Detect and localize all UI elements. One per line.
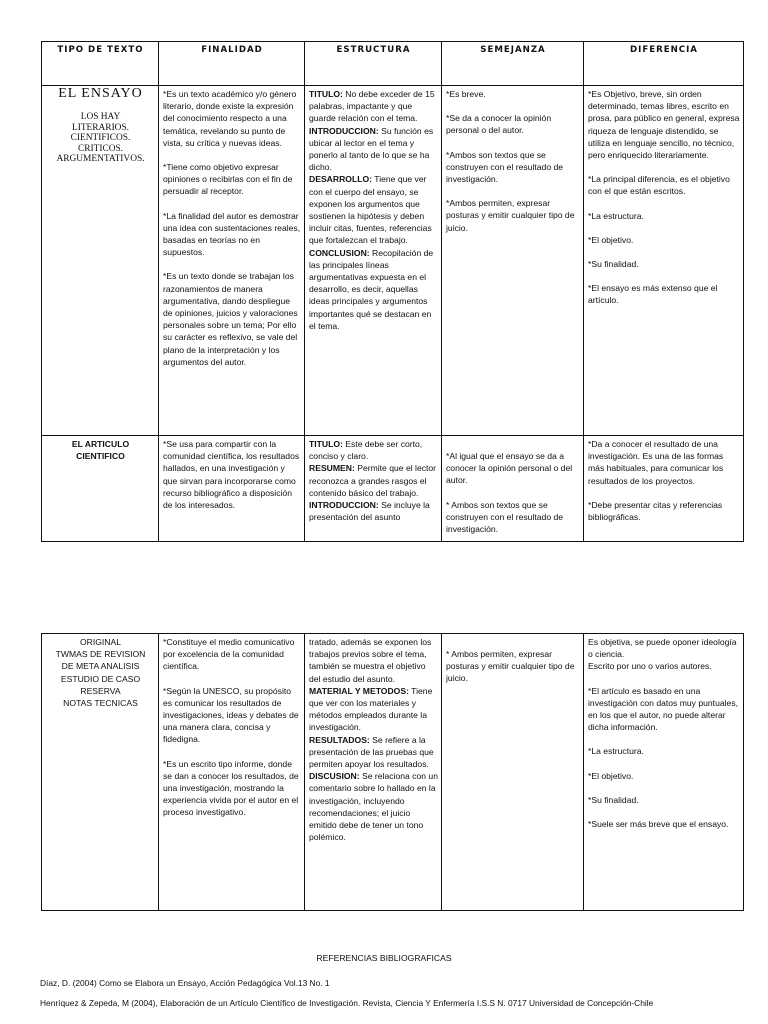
cell-paragraph: *Al igual que el ensayo se da a conocer la opinión personal o del autor. [446, 451, 573, 486]
section-text: Tiene que ver con el cuerpo del ensayo, se exponen los argumentos que sostienen la hipótesis y deben incluir citas, fuentes, referencias que fortalezcan el trabajo. [309, 174, 432, 246]
header-diferencia: DIFERENCIA [584, 42, 744, 86]
estructura-cell-continuacion [305, 634, 442, 911]
cell-paragraph: *Es breve. [446, 89, 486, 99]
cell-paragraph: *Se da a conocer la opinión personal o del autor. [446, 113, 552, 136]
cell-paragraph: *Es un escrito tipo informe, donde se dan a conocer los resultados, de una investigación, mostrando la experiencia vivida por el autor en el proceso investigativo. [163, 758, 299, 818]
diferencia-cell-articulo [584, 436, 744, 542]
cell-paragraph: *Ambos permiten, expresar posturas y emitir cualquier tipo de juicio. [446, 198, 575, 233]
type-cell-articulo [42, 436, 159, 542]
section-label: DISCUSION: [309, 771, 360, 782]
cell-paragraph: *El artículo es basado en una investigación con datos muy puntuales, en los que el autor, no puede alterar dicha información. [588, 685, 739, 733]
section-text: Se relaciona con un comentario sobre lo hallado en la investigación, incluyendo recomendaciones; el juicio emitido debe de tener un tono polémico. [309, 771, 438, 843]
cell-paragraph: *Es un texto académico y/o género literario, donde existe la expresión del conocimiento respecto a una temática, revelando su punto de vista, su crítica y nuevas ideas. [163, 89, 297, 148]
table-row-ensayo [42, 86, 744, 436]
type-line: NOTAS TECNICAS [63, 698, 138, 709]
header-tipo-de-texto: TIPO DE TEXTO [42, 42, 159, 86]
section-label: RESULTADOS: [309, 734, 370, 745]
reference-item: Díaz, D. (2004) Como se Elabora un Ensayo, Acción Pedagógica Vol.13 No. 1 [40, 978, 330, 988]
section-text: Este debe ser corto, conciso y claro. [309, 439, 423, 462]
section-text: Su función es ubicar al lector en el tema y ponerlo al tanto de lo que se ha dicho. [309, 125, 434, 173]
section-text: Se incluye la presentación del asunto [309, 500, 430, 523]
type-cell-original [42, 634, 159, 911]
section-label: CONCLUSION: [309, 247, 370, 258]
cell-paragraph: *La finalidad del autor es demostrar una idea con sustentaciones reales, basadas en teorías no en supuestos. [163, 210, 301, 258]
type-line: ORIGINAL [79, 637, 122, 647]
section-text: No debe exceder de 15 palabras, impactante y que guarde relación con el tema. [309, 89, 435, 124]
cell-paragraph: Es objetiva, se puede oponer ideología o ciencia. [588, 637, 737, 660]
type-subtitle-line: CIENTIFICOS. [70, 133, 131, 144]
cell-paragraph: *Constituye el medio comunicativo por excelencia de la comunidad científica. [163, 637, 295, 672]
diferencia-cell-ensayo [584, 86, 744, 436]
header-estructura: ESTRUCTURA [305, 42, 442, 86]
table-row-continuacion [42, 634, 744, 911]
cell-paragraph: *Su finalidad. [588, 259, 639, 270]
section-text: Recopilación de las principales líneas argumentativas expuesta en el desarrollo, es decir, aquellas ideas principales y argumentos importantes qué se destacan en el tema. [309, 247, 434, 331]
section-label: INTRODUCCION: [309, 500, 379, 511]
cell-paragraph: *Debe presentar citas y referencias bibliográficas. [588, 499, 723, 523]
finalidad-cell-ensayo [159, 86, 305, 436]
references-title: REFERENCIAS BIBLIOGRAFICAS [316, 953, 452, 963]
type-line: ESTUDIO DE CASO [60, 673, 141, 684]
cell-paragraph: *Tiene como objetivo expresar opiniones o recibirlas con el fin de persuadir al receptor. [163, 162, 293, 197]
type-subtitle-line: CRITICOS. [77, 143, 124, 154]
cell-paragraph: *Es un texto donde se trabajan los razonamientos de manera argumentativa, dando despliegue de opiniones, juicios y valoraciones personales sobre un tema; Por ello su carácter es reflexivo, se vale del plano de la interpretación y los argumentos del autor. [163, 271, 298, 367]
type-title-line: EL ARTICULO [71, 439, 130, 449]
section-label: RESUMEN: [309, 463, 355, 474]
semejanza-cell-ensayo [442, 86, 584, 436]
finalidad-cell-continuacion [159, 634, 305, 911]
cell-paragraph: *Es Objetivo, breve, sin orden determinado, temas libres, escrito en prosa, para público en general, expresa riqueza de lenguaje distendido, se utiliza en lenguaje sencillo, no técnico, pero enriquecido literariamente. [588, 89, 740, 161]
semejanza-cell-continuacion [442, 634, 584, 911]
cell-paragraph: *Suele ser más breve que el ensayo. [588, 819, 729, 830]
finalidad-cell-articulo [159, 436, 305, 542]
table-header-row [42, 42, 744, 86]
type-line: DE META ANALISIS [61, 661, 140, 672]
section-label: TITULO: [309, 89, 343, 99]
cell-paragraph: *Ambos son textos que se construyen con el resultado de investigación. [446, 149, 564, 185]
cell-paragraph: *Se usa para compartir con la comunidad científica, los resultados hallados, en una investigación y que sirvan para incorporarse como recurso bibliográfico a disposición de los interesados. [163, 439, 300, 511]
estructura-cell-ensayo [305, 86, 442, 436]
section-text: Permite que el lector reconozca a grandes rasgos el contenido básico del trabajo. [309, 463, 437, 498]
type-subtitle-line: ARGUMENTATIVOS. [56, 154, 145, 165]
section-text: tratado, además se exponen los trabajos previos sobre el tema, también se muestra el objetivo del estudio del asunto. [309, 637, 432, 684]
semejanza-cell-articulo [442, 436, 584, 542]
table-row-articulo [42, 436, 744, 542]
cell-paragraph: * Ambos permiten, expresar posturas y emitir cualquier tipo de juicio. [446, 649, 575, 684]
cell-paragraph: *El ensayo es más extenso que el artículo. [588, 283, 718, 306]
cell-paragraph: *Da a conocer el resultado de una investigación. Es una de las formas más habituales, para comunicar los resultados de los proyectos. [588, 439, 724, 486]
type-subtitle-line: LITERARIOS. [71, 122, 130, 133]
cell-paragraph: *Su finalidad. [588, 794, 639, 805]
type-title-line: CIENTIFICO [76, 451, 125, 462]
cell-paragraph: *La estructura. [588, 210, 644, 221]
header-semejanza: SEMEJANZA [442, 42, 584, 86]
type-line: TWMAS DE REVISION [55, 649, 146, 660]
estructura-cell-articulo [305, 436, 442, 542]
comparison-table-page-2 [41, 633, 744, 911]
reference-item: Henríquez & Zepeda, M (2004), Elaboración de un Artículo Científico de Investigación. Revista, Ciencia Y Enfermería I.S.S N. 0717 Universidad de Concepción-Chile [40, 998, 654, 1008]
section-text: Tiene que ver con los materiales y métodos empleados durante la investigación. [309, 685, 433, 733]
type-line: RESERVA [80, 685, 121, 696]
section-label: DESARROLLO: [309, 174, 373, 185]
cell-paragraph: Escrito por uno o varios autores. [588, 661, 712, 672]
cell-paragraph: *La principal diferencia, es el objetivo con el que están escritos. [588, 174, 730, 197]
section-text: Se refiere a la presentación de las pruebas que permiten apoyar los resultados. [309, 734, 434, 770]
type-title: EL ENSAYO [58, 86, 143, 101]
cell-paragraph: *Según la UNESCO, su propósito es comunicar los resultados de investigaciones, ideas y debates de una manera clara, concisa y fidedigna. [163, 685, 299, 745]
cell-paragraph: *El objetivo. [588, 234, 634, 245]
section-label: MATERIAL Y METODOS: [309, 685, 409, 696]
type-cell-ensayo [42, 86, 159, 436]
section-label: TITULO: [309, 439, 343, 449]
cell-paragraph: * Ambos son textos que se construyen con el resultado de investigación. [446, 499, 564, 535]
section-label: INTRODUCCION: [309, 125, 379, 136]
comparison-table-page-1 [41, 41, 744, 542]
header-finalidad: FINALIDAD [159, 42, 305, 86]
cell-paragraph: *El objetivo. [588, 770, 634, 781]
type-subtitle-line: LOS HAY [80, 112, 121, 123]
cell-paragraph: *La estructura. [588, 746, 644, 757]
diferencia-cell-continuacion [584, 634, 744, 911]
